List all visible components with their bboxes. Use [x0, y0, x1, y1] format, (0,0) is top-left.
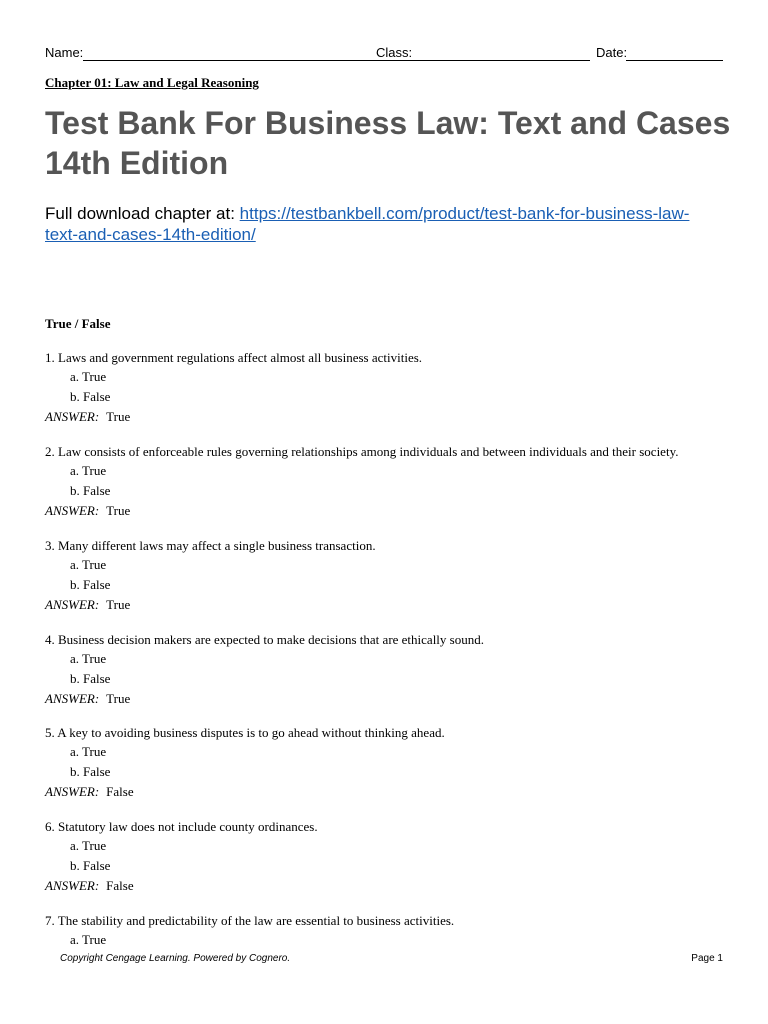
answer-label: ANSWER: [45, 597, 100, 612]
question-2 [45, 443, 735, 521]
answer-line [45, 689, 735, 709]
answer-value: True [106, 409, 131, 424]
answer-line [45, 876, 735, 896]
choice-a: a. True [70, 744, 107, 759]
answer-value: True [106, 503, 131, 518]
answer-label: ANSWER: [45, 503, 100, 518]
date-label: Date: [596, 45, 628, 60]
class-label: Class: [376, 45, 413, 60]
answer-value: False [106, 784, 134, 799]
question-stem: 6. Statutory law does not include county ordinances. [45, 819, 318, 834]
choice-a: a. True [70, 369, 107, 384]
answer-line [45, 782, 735, 802]
answer-value: True [106, 691, 131, 706]
date-blank [626, 60, 723, 61]
download-line [45, 203, 735, 245]
download-link-part1: https://testbankbell.com/product/test-bank-for-business-law- [239, 204, 690, 223]
class-blank [412, 60, 590, 61]
download-prefix: Full download chapter at: [45, 204, 240, 223]
choice-a: a. True [70, 557, 107, 572]
question-4 [45, 631, 735, 709]
question-stem: 5. A key to avoiding business disputes is to go ahead without thinking ahead. [45, 725, 445, 740]
question-5 [45, 724, 735, 802]
page-title: Test Bank For Business Law: Text and Cases 14th Edition [45, 105, 731, 181]
question-6 [45, 818, 735, 896]
choice-b: b. False [70, 858, 111, 873]
answer-value: True [106, 597, 131, 612]
choice-b: b. False [70, 483, 111, 498]
answer-label: ANSWER: [45, 409, 100, 424]
copyright-notice: Copyright Cengage Learning. Powered by Cognero. [60, 953, 291, 964]
answer-label: ANSWER: [45, 691, 100, 706]
choice-a: a. True [70, 651, 107, 666]
choice-a: a. True [70, 838, 107, 853]
question-stem: 7. The stability and predictability of the law are essential to business activities. [45, 913, 455, 928]
choice-a: a. True [70, 463, 107, 478]
question-stem: 2. Law consists of enforceable rules governing relationships among individuals and between individuals and their society. [45, 444, 679, 459]
question-stem: 3. Many different laws may affect a single business transaction. [45, 538, 376, 553]
answer-line [45, 407, 735, 427]
section-heading: True / False [45, 316, 111, 331]
page-footer [45, 953, 723, 967]
choice-b: b. False [70, 671, 111, 686]
answer-line [45, 595, 735, 615]
download-link-part2: text-and-cases-14th-edition/ [45, 225, 256, 244]
answer-line [45, 501, 735, 521]
name-label: Name: [45, 45, 84, 60]
answer-label: ANSWER: [45, 878, 100, 893]
choice-b: b. False [70, 389, 111, 404]
answer-label: ANSWER: [45, 784, 100, 799]
question-3 [45, 537, 735, 615]
choice-a: a. True [70, 932, 107, 947]
choice-b: b. False [70, 764, 111, 779]
name-blank [83, 60, 418, 61]
question-stem: 1. Laws and government regulations affect almost all business activities. [45, 350, 423, 365]
choice-b: b. False [70, 577, 111, 592]
answer-value: False [106, 878, 134, 893]
question-1 [45, 349, 735, 427]
question-7 [45, 912, 735, 950]
chapter-heading: Chapter 01: Law and Legal Reasoning [45, 75, 259, 90]
question-stem: 4. Business decision makers are expected to make decisions that are ethically sound. [45, 632, 484, 647]
student-info-line [45, 45, 723, 63]
page-number: Page 1 [691, 953, 723, 964]
